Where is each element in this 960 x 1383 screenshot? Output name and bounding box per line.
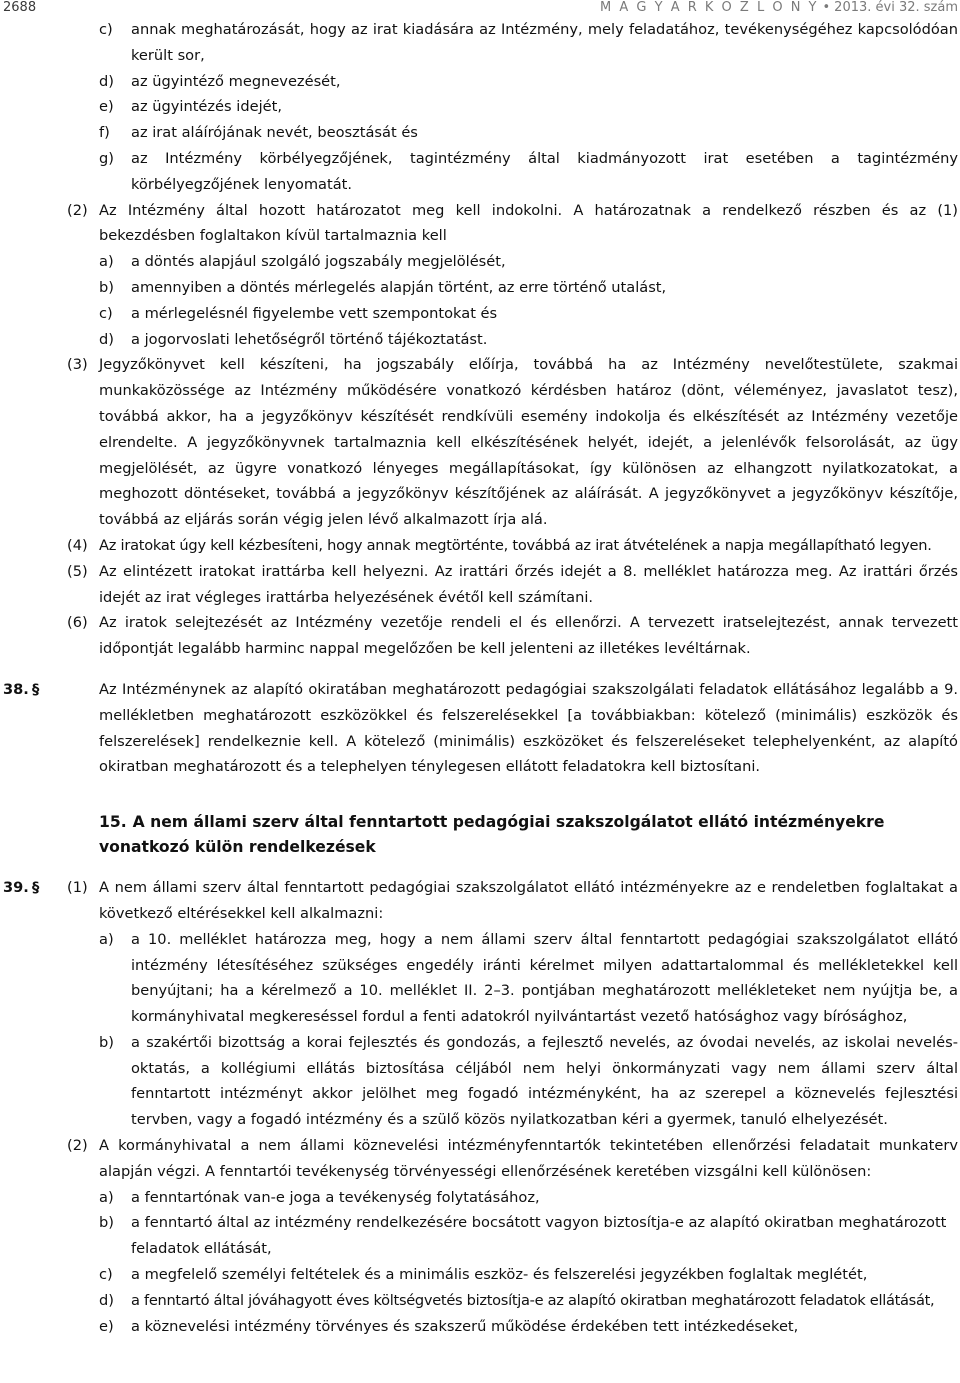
item-text: annak meghatározását, hogy az irat kiadására az Intézmény, mely feladatához, tevékenységéhez kapcsolódóan került sor,	[131, 21, 958, 64]
item-label: d)	[99, 72, 114, 90]
item-text: a fenntartó által az intézmény rendelkezésére bocsátott vagyon biztosítja-e az alapító okiratban meghatározott feladatok ellátását,	[131, 1214, 947, 1258]
list-item	[0, 1185, 960, 1211]
item-label: f)	[99, 124, 110, 142]
paragraph-text: Az iratokat úgy kell kézbesíteni, hogy annak megtörténte, továbbá az irat átvételének a napja megállapítható legyen.	[99, 536, 932, 554]
list-item	[0, 249, 960, 275]
paragraph-text: Az elintézett iratokat irattárba kell helyezni. Az irattári őrzés idejét a 8. melléklet határozza meg. Az irattári őrzés idejét az irat végleges irattárba helyezésének évétől kell számítani.	[99, 562, 958, 606]
section-sign: §	[32, 879, 40, 897]
item-text: a köznevelési intézmény törvényes és szakszerű működése érdekében tett intézkedéseket,	[131, 1317, 799, 1335]
list-item	[0, 69, 960, 95]
item-text: az ügyintézés idejét,	[131, 98, 282, 116]
item-text: a 10. melléklet határozza meg, hogy a nem állami szerv által fenntartott pedagógiai szakszolgálatot ellátó intézmény létesítéséhez szükséges engedély iránti kérelmet milyen adattartalommal és mellékletekkel kell benyújtani; ha a kérelmező a 10. melléklet II. 2–3. pontjában meghatározott mellékleteket nem nyújtja be, a kormányhivatal megkereséssel fordul a fenti adatokról nyilvántartást vezető hatósághoz vagy bírósághoz,	[131, 930, 958, 1026]
paragraph-text: A nem állami szerv által fenntartott pedagógiai szakszolgálatot ellátó intézményekre az e rendeletben foglaltakat a következő eltérésekkel kell alkalmazni:	[99, 879, 958, 922]
paragraph-text: Az iratok selejtezését az Intézmény vezetője rendeli el és ellenőrzi. A tervezett iratselejtezést, annak tervezett időpontját legalább harminc nappal megelőzően be kell jelenteni az illetékes levéltárnak.	[99, 614, 958, 658]
list-item	[0, 1210, 960, 1262]
list-item	[0, 927, 960, 1030]
section-text: Az Intézménynek az alapító okiratában meghatározott pedagógiai szakszolgálati feladatok ellátásához legalább a 9. mellékletben meghatározott eszközökkel és felszerelésekkel [a továbbiakban: kötelező (minimális) eszközök és felszerelések] rendelkeznie kell. A kötelező (minimális) eszközöket és felszereléseket telephelyenként, az alapító okiratban meghatározott és a telephelyen ténylegesen ellátott feladatokra kell biztosítani.	[99, 680, 958, 776]
list-item	[0, 275, 960, 301]
paragraph-number: (5)	[67, 562, 88, 580]
paragraph-number: (4)	[67, 536, 88, 554]
list-item	[0, 120, 960, 146]
list-item	[0, 301, 960, 327]
page-header	[0, 0, 960, 18]
issue-label: 2013. évi 32. szám	[834, 0, 958, 15]
paragraph-6	[0, 610, 960, 662]
paragraph-number: (1)	[67, 879, 88, 897]
item-label: b)	[99, 278, 114, 296]
item-label: a)	[99, 253, 114, 271]
section-number: 39.	[3, 879, 29, 897]
paragraph-4	[0, 533, 960, 559]
section-39-paragraph-2	[0, 1133, 960, 1185]
paragraph-number: (3)	[67, 356, 88, 374]
list-item	[0, 1030, 960, 1133]
item-label: d)	[99, 330, 114, 348]
list-item	[0, 1262, 960, 1288]
running-title	[600, 0, 958, 15]
section-39-paragraph-1	[0, 875, 960, 927]
continuation-list	[0, 17, 960, 198]
item-label: b)	[99, 1214, 114, 1232]
item-label: c)	[99, 1266, 113, 1284]
list-item	[0, 1288, 960, 1314]
item-label: e)	[99, 1317, 114, 1335]
heading-text: A nem állami szerv által fenntartott pedagógiai szakszolgálatot ellátó intézményekre vonatkozó külön rendelkezések	[99, 813, 885, 857]
list-item	[0, 17, 960, 69]
item-text: a döntés alapjául szolgáló jogszabály megjelölését,	[131, 253, 506, 271]
paragraph-5	[0, 559, 960, 611]
document-body	[0, 17, 960, 1339]
chapter-heading	[0, 810, 960, 860]
item-label: g)	[99, 149, 114, 167]
header-separator: •	[822, 0, 831, 15]
item-text: az Intézmény körbélyegzőjének, tagintézmény által kiadmányozott irat esetében a tagintézmény körbélyegzőjének lenyomatát.	[131, 149, 958, 193]
item-label: a)	[99, 1188, 114, 1206]
item-text: a jogorvoslati lehetőségről történő tájékoztatást.	[131, 330, 488, 348]
list-item	[0, 1314, 960, 1340]
heading-number: 15.	[99, 813, 127, 832]
item-text: az irat aláírójának nevét, beosztását és	[131, 124, 418, 142]
paragraph-number: (2)	[67, 201, 88, 219]
item-text: a megfelelő személyi feltételek és a minimális eszköz- és felszerelési jegyzékben foglaltak meglétét,	[131, 1266, 868, 1284]
paragraph-text: Az Intézmény által hozott határozatot meg kell indokolni. A határozatnak a rendelkező részben és az (1) bekezdésben foglaltakon kívül tartalmaznia kell	[99, 201, 958, 245]
page-number: 2688	[3, 0, 37, 15]
item-text: a fenntartó által jóváhagyott éves költségvetés biztosítja-e az alapító okiratban meghatározott feladatok ellátását,	[131, 1291, 935, 1309]
item-text: a mérlegelésnél figyelembe vett szempontokat és	[131, 304, 498, 322]
paragraph-2	[0, 198, 960, 250]
item-label: c)	[99, 304, 113, 322]
item-text: a fenntartónak van-e joga a tevékenység folytatásához,	[131, 1188, 540, 1206]
list-item	[0, 94, 960, 120]
paragraph-number: (6)	[67, 614, 88, 632]
item-text: az ügyintéző megnevezését,	[131, 72, 341, 90]
item-text: amennyiben a döntés mérlegelés alapján történt, az erre történő utalást,	[131, 278, 667, 296]
paragraph-number: (2)	[67, 1137, 88, 1155]
paragraph-3	[0, 352, 960, 533]
item-label: a)	[99, 930, 114, 948]
paragraph-text: A kormányhivatal a nem állami köznevelési intézményfenntartók tekintetében ellenőrzési feladatait munkaterv alapján végzi. A fenntartói tevékenység törvényességi ellenőrzésének keretében vizsgálni kell különösen:	[99, 1137, 958, 1180]
list-item	[0, 327, 960, 353]
section-38	[0, 677, 960, 780]
item-label: c)	[99, 21, 113, 38]
paragraph-text: Jegyzőkönyvet kell készíteni, ha jogszabály előírja, továbbá ha az Intézmény nevelőtestülete, szakmai munkaközössége az Intézmény működésére vonatkozó kérdésben határoz (dönt, véleményez, javaslatot tesz), továbbá akkor, ha a jegyzőkönyv készítését rendkívüli esemény indokolja és elkészítését az Intézmény vezetője elrendelte. A jegyzőkönyvnek tartalmaznia kell elkészítésének helyét, idejét, a jelenlévők felsorolását, az ügy megjelölését, az ügyre vonatkozó lényeges megállapításokat, így különösen az elhangzott nyilatkozatokat, a meghozott döntéseket, továbbá a jegyzőkönyv készítőjének az aláírását. A jegyzőkönyvet a jegyzőkönyv készítője, továbbá az eljárás során végig jelen lévő alkalmazott írja alá.	[99, 356, 958, 529]
item-label: e)	[99, 98, 114, 116]
item-label: d)	[99, 1291, 114, 1309]
list-item	[0, 146, 960, 198]
item-label: b)	[99, 1033, 114, 1051]
journal-name: M A G Y A R K Ö Z L Ö N Y	[600, 0, 819, 15]
section-number: 38.	[3, 680, 29, 698]
section-sign: §	[32, 680, 40, 698]
item-text: a szakértői bizottság a korai fejlesztés és gondozás, a fejlesztő nevelés, az óvodai nevelés, az iskolai nevelés-oktatás, a kollégiumi ellátás biztosítása céljából nem helyi önkormányzati vagy nem állami szerv által fenntartott intézményt akkor jelölhet meg fogadó intézményként, ha az szerepel a köznevelés fejlesztési tervben, vagy a fogadó intézmény és a szülő közös nyilatkozatban kéri a gyermek, tanuló elhelyezését.	[131, 1033, 958, 1129]
